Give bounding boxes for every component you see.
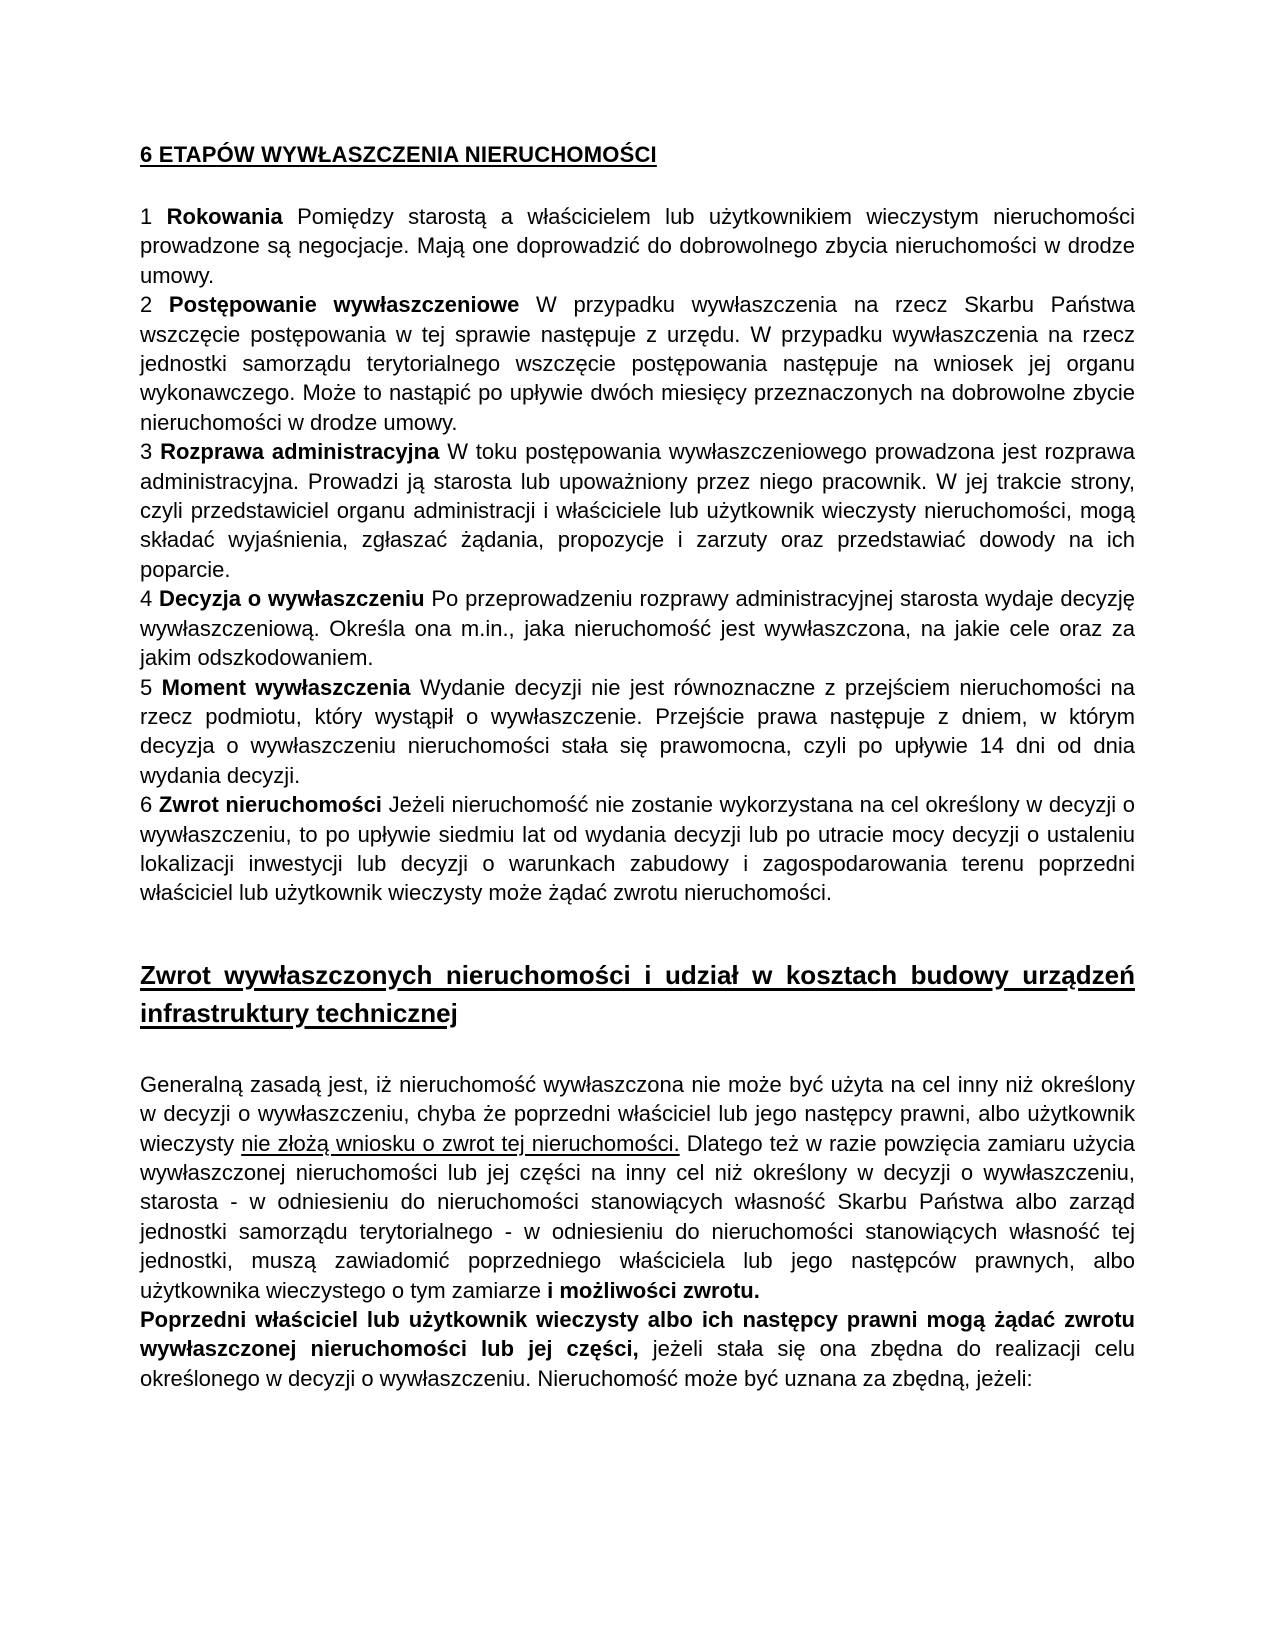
stage-label: Rokowania bbox=[152, 204, 283, 229]
stage-item-2 bbox=[140, 290, 1135, 437]
paragraph-general-rule bbox=[140, 1070, 1135, 1305]
stages-list bbox=[140, 202, 1135, 908]
stage-item-1 bbox=[140, 202, 1135, 290]
stage-number: 2 bbox=[140, 292, 153, 318]
general-rule-part2: Dlatego też w razie powzięcia zamiaru użycia wywłaszczonej nieruchomości lub jej części na inny cel niż określony w decyzji o wywłaszczeniu, starosta - w odniesieniu do nieruchomości stanowiących własność Skarbu Państwa albo zarząd jednostki samorządu terytorialnego - w odniesieniu do nieruchomości stanowiących własność tej jednostki, muszą zawiadomić poprzedniego właściciela lub jego następców prawnych, albo użytkownika wieczystego o tym zamiarze bbox=[140, 1130, 1136, 1303]
stage-label: Zwrot nieruchomości bbox=[152, 792, 382, 818]
paragraph-return-right bbox=[140, 1305, 1135, 1393]
stage-label: Rozprawa administracyjna bbox=[152, 439, 440, 465]
stage-number: 4 bbox=[140, 586, 153, 612]
section-heading: Zwrot wywłaszczonych nieruchomości i udział w kosztach budowy urządzeń infrastruktury technicznej bbox=[140, 959, 1135, 1028]
stage-item-6 bbox=[140, 790, 1135, 908]
stage-text: W przypadku wywłaszczenia na rzecz Skarbu Państwa wszczęcie postępowania w tej sprawie następuje z urzędu. W przypadku wywłaszczenia na rzecz jednostki samorządu terytorialnego wszczęcie postępowania następuje na wniosek jej organu wykonawczego. Może to nastąpić po upływie dwóch miesięcy przeznaczonych na dobrowolne zbycie nieruchomości w drodze umowy. bbox=[140, 292, 1135, 435]
stage-text: Jeżeli nieruchomość nie zostanie wykorzystana na cel określony w decyzji o wywłaszczeniu, to po upływie siedmiu lat od wydania decyzji lub po utracie mocy decyzji o ustaleniu lokalizacji inwestycji lub decyzji o warunkach zabudowy i zagospodarowania terenu poprzedni właściciel lub użytkownik wieczysty może żądać zwrotu nieruchomości. bbox=[140, 792, 1135, 906]
return-right-rest: jeżeli stała się ona zbędna do realizacji celu określonego w decyzji o wywłaszczeniu. Nieruchomość może być uznana za zbędną, jeżeli: bbox=[140, 1336, 1135, 1391]
stage-label: Decyzja o wywłaszczeniu bbox=[152, 586, 425, 612]
general-rule-bold-end: i możliwości zwrotu. bbox=[547, 1277, 760, 1303]
stage-text: Pomiędzy starostą a właścicielem lub użytkownikiem wieczystym nieruchomości prowadzone są negocjacje. Mają one doprowadzić do dobrowolnego zbycia nieruchomości w drodze umowy. bbox=[140, 204, 1135, 288]
stage-label: Moment wywłaszczenia bbox=[152, 674, 411, 700]
return-right-bold-start: Poprzedni właściciel lub użytkownik wieczysty albo ich następcy prawni mogą żądać zwrotu wywłaszczonej nieruchomości lub jej części, bbox=[140, 1307, 1135, 1362]
stage-text: Po przeprowadzeniu rozprawy administracyjnej starosta wydaje decyzję wywłaszczeniową. Określa ona m.in., jaka nieruchomość jest wywłaszczona, na jakie cele oraz za jakim odszkodowaniem. bbox=[140, 586, 1135, 671]
stage-number: 1 bbox=[140, 204, 153, 229]
stage-item-5 bbox=[140, 673, 1135, 791]
stage-number: 5 bbox=[140, 674, 153, 700]
main-title: 6 ETAPÓW WYWŁASZCZENIA NIERUCHOMOŚCI bbox=[140, 142, 657, 167]
stage-number: 3 bbox=[140, 439, 153, 465]
general-rule-underlined: nie złożą wniosku o zwrot tej nieruchomości. bbox=[241, 1130, 680, 1156]
stage-item-4 bbox=[140, 584, 1135, 672]
stage-text: W toku postępowania wywłaszczeniowego prowadzona jest rozprawa administracyjna. Prowadzi ją starosta lub upoważniony przez niego pracownik. W jej trakcie strony, czyli przedstawiciel organu administracji i właściciele lub użytkownik wieczysty nieruchomości, mogą składać wyjaśnienia, zgłaszać żądania, propozycje i zarzuty oraz przedstawiać dowody na ich poparcie. bbox=[140, 439, 1135, 582]
general-rule-part1: Generalną zasadą jest, iż nieruchomość wywłaszczona nie może być użyta na cel inny niż określony w decyzji o wywłaszczeniu, chyba że poprzedni właściciel lub jego następcy prawni, albo użytkownik wieczysty bbox=[140, 1071, 1135, 1156]
stage-label: Postępowanie wywłaszczeniowe bbox=[152, 292, 520, 318]
stage-item-3 bbox=[140, 437, 1135, 584]
stage-text: Wydanie decyzji nie jest równoznaczne z przejściem nieruchomości na rzecz podmiotu, który wystąpił o wywłaszczenie. Przejście prawa następuje z dniem, w którym decyzja o wywłaszczeniu nieruchomości stała się prawomocna, czyli po upływie 14 dni od dnia wydania decyzji. bbox=[140, 674, 1135, 788]
stage-number: 6 bbox=[140, 792, 153, 818]
